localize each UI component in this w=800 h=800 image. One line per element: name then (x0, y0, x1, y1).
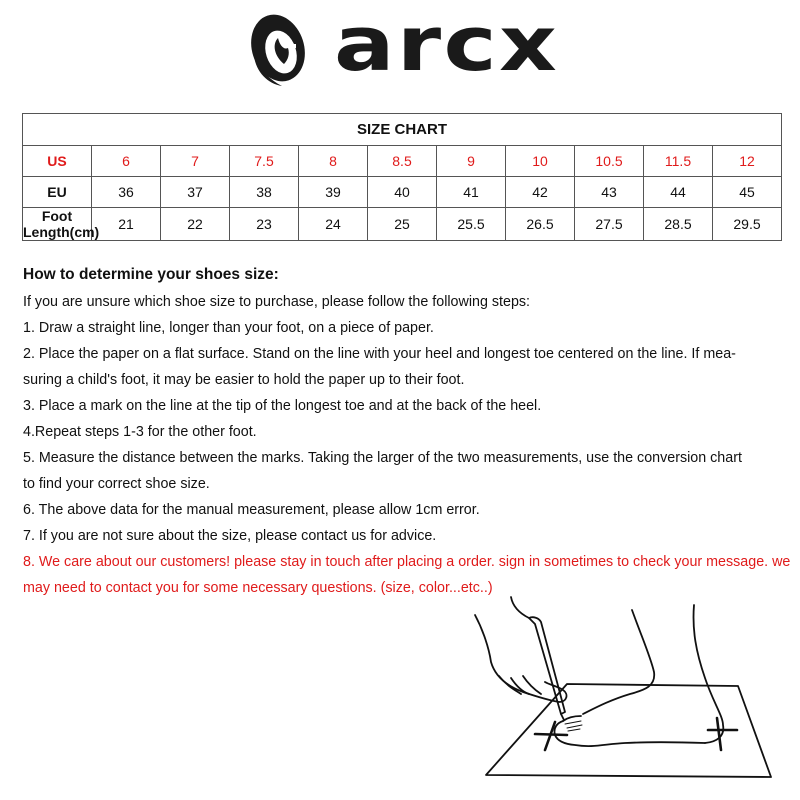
instruction-step-1: 1. Draw a straight line, longer than your foot, on a piece of paper. (23, 320, 434, 336)
size-cell: 8 (299, 146, 368, 177)
size-cell: 41 (437, 177, 506, 208)
size-cell: 37 (161, 177, 230, 208)
size-row-us (23, 146, 782, 177)
row-label-eu: EU (23, 177, 92, 208)
foot-measuring-illustration-icon (455, 590, 800, 800)
size-cell: 11.5 (644, 146, 713, 177)
size-row-eu (23, 177, 782, 208)
size-cell: 44 (644, 177, 713, 208)
size-cell: 21 (92, 208, 161, 241)
size-chart-title-row (23, 114, 782, 146)
size-cell: 9 (437, 146, 506, 177)
instruction-step-5: 5. Measure the distance between the marks. Taking the larger of the two measurements, use the conversion chart (23, 450, 742, 466)
size-cell: 39 (299, 177, 368, 208)
size-cell: 7 (161, 146, 230, 177)
instruction-step-2-cont: suring a child's foot, it may be easier to hold the paper up to their foot. (23, 372, 465, 388)
instruction-step-3: 3. Place a mark on the line at the tip of the longest toe and at the back of the heel. (23, 398, 542, 414)
instruction-step-6: 6. The above data for the manual measurement, please allow 1cm error. (23, 502, 480, 518)
instructions-section (23, 262, 791, 601)
size-cell: 12 (713, 146, 782, 177)
size-cell: 10 (506, 146, 575, 177)
size-chart-table (22, 113, 782, 241)
size-cell: 43 (575, 177, 644, 208)
size-cell: 7.5 (230, 146, 299, 177)
size-cell: 24 (299, 208, 368, 241)
brand-logo (248, 0, 560, 90)
size-cell: 22 (161, 208, 230, 241)
size-cell: 42 (506, 177, 575, 208)
size-cell: 38 (230, 177, 299, 208)
size-chart-title: SIZE CHART (23, 114, 782, 146)
size-cell: 26.5 (506, 208, 575, 241)
customer-notice: 8. We care about our customers! please stay in touch after placing a order. sign in sometimes to check your message. we (23, 554, 791, 570)
size-cell: 29.5 (713, 208, 782, 241)
size-cell: 6 (92, 146, 161, 177)
instruction-step-7: 7. If you are not sure about the size, please contact us for advice. (23, 528, 437, 544)
instruction-step-4: 4.Repeat steps 1-3 for the other foot. (23, 424, 257, 440)
instruction-intro: If you are unsure which shoe size to purchase, please follow the following steps: (23, 294, 531, 310)
instruction-step-2: 2. Place the paper on a flat surface. Stand on the line with your heel and longest toe centered on the line. If mea- (23, 346, 736, 362)
instructions-heading: How to determine your shoes size: (23, 266, 279, 283)
size-cell: 8.5 (368, 146, 437, 177)
row-label-us: US (23, 146, 92, 177)
row-label-foot-length: Foot Length(cm) (23, 208, 100, 240)
size-cell: 28.5 (644, 208, 713, 241)
size-cell: 10.5 (575, 146, 644, 177)
brand-name: arcx (334, 0, 560, 88)
size-cell: 36 (92, 177, 161, 208)
size-row-foot-length (23, 208, 782, 241)
instruction-step-5-cont: to find your correct shoe size. (23, 476, 210, 492)
size-cell: 25 (368, 208, 437, 241)
size-cell: 40 (368, 177, 437, 208)
size-cell: 45 (713, 177, 782, 208)
arcx-swirl-logo-icon (248, 10, 312, 90)
size-cell: 27.5 (575, 208, 644, 241)
size-cell: 25.5 (437, 208, 506, 241)
customer-notice-cont: may need to contact you for some necessary questions. (size, color...etc..) (23, 580, 493, 596)
size-cell: 23 (230, 208, 299, 241)
